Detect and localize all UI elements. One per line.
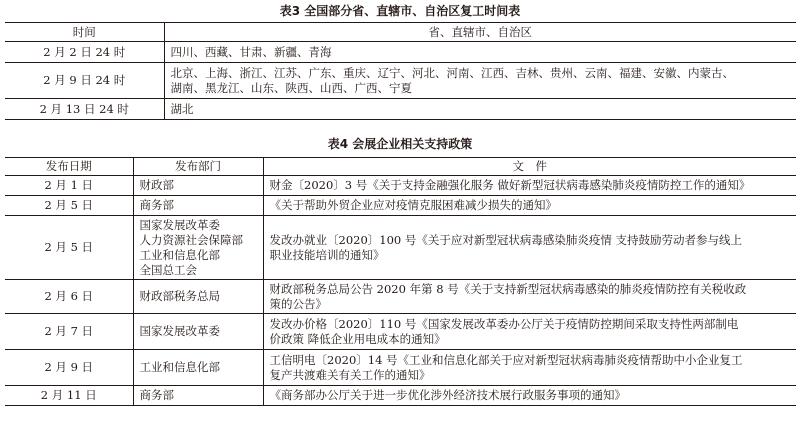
table3-regions-cell: 北京、上海、浙江、江苏、广东、重庆、辽宁、河北、河南、江西、吉林、贵州、云南、福建、安徽、内蒙古、 湖南、黑龙江、山东、陕西、山西、广西、宁夏 [164, 63, 796, 99]
table-row [5, 386, 796, 406]
table4-doc-cell: 工信明电〔2020〕14 号《工业和信息化部关于应对新型冠状病毒肺炎疫情帮助中小企业复工 复产共渡难关有关工作的通知》 [263, 350, 796, 386]
table4-doc-cell: 财金〔2020〕3 号《关于支持金融强化服务 做好新型冠状病毒感染肺炎疫情防控工作的通知》 [263, 176, 796, 196]
table-row [5, 216, 796, 280]
table4-date-cell: 2 月 5 日 [5, 196, 133, 216]
table-row [5, 42, 796, 63]
table3-header-regions: 省、直辖市、自治区 [164, 23, 796, 42]
table-row [5, 196, 796, 216]
table3-regions-cell: 四川、西藏、甘肃、新疆、青海 [164, 42, 796, 63]
table4-date-cell: 2 月 9 日 [5, 350, 133, 386]
table3-time-cell: 2 月 9 日 24 时 [5, 63, 164, 99]
table4-caption: 表4 会展企业相关支持政策 [327, 137, 473, 151]
table4-dept-cell: 商务部 [133, 386, 263, 406]
table3-time-cell: 2 月 2 日 24 时 [5, 42, 164, 63]
table4-dept-cell: 商务部 [133, 196, 263, 216]
table4-header-doc: 文 件 [263, 158, 796, 176]
table3-time-cell: 2 月 13 日 24 时 [5, 99, 164, 120]
table-row [5, 350, 796, 386]
table4-dept-cell: 工业和信息化部 [133, 350, 263, 386]
table4-doc-cell: 《关于帮助外贸企业应对疫情克服困难减少损失的通知》 [263, 196, 796, 216]
table-row [5, 314, 796, 350]
table4 [5, 157, 796, 406]
table4-date-cell: 2 月 5 日 [5, 216, 133, 280]
table-row [5, 63, 796, 99]
table-row [5, 280, 796, 314]
table4-date-cell: 2 月 7 日 [5, 314, 133, 350]
table4-doc-cell: 《商务部办公厅关于进一步优化涉外经济技术展行政服务事项的通知》 [263, 386, 796, 406]
table4-doc-cell: 发改办就业〔2020〕100 号《关于应对新型冠状病毒感染肺炎疫情 支持鼓励劳动者参与线上 职业技能培训的通知》 [263, 216, 796, 280]
table3-header-time: 时间 [72, 24, 96, 39]
table3-caption: 表3 全国部分省、直辖市、自治区复工时间表 [279, 4, 521, 18]
table4-header-date: 发布日期 [45, 159, 92, 173]
table3 [5, 22, 796, 120]
table4-header-dept: 发布部门 [133, 158, 263, 176]
table4-doc-cell: 财政部税务总局公告 2020 年第 8 号《关于支持新型冠状病毒感染的肺炎疫情防控有关税收政 策的公告》 [263, 280, 796, 314]
table4-date-cell: 2 月 6 日 [5, 280, 133, 314]
table4-dept-cell: 国家发展改革委 [133, 314, 263, 350]
table4-doc-cell: 发改办价格〔2020〕110 号《国家发展改革委办公厅关于疫情防控期间采取支持性两部制电 价政策 降低企业用电成本的通知》 [263, 314, 796, 350]
table4-dept-cell: 财政部 [133, 176, 263, 196]
table3-regions-cell: 湖北 [164, 99, 796, 120]
table-row [5, 99, 796, 120]
table-row [5, 176, 796, 196]
table4-date-cell: 2 月 11 日 [5, 386, 133, 406]
table4-dept-cell: 财政部税务总局 [133, 280, 263, 314]
table4-dept-cell: 国家发展改革委 人力资源社会保障部 工业和信息化部 全国总工会 [133, 216, 263, 280]
table4-date-cell: 2 月 1 日 [5, 176, 133, 196]
